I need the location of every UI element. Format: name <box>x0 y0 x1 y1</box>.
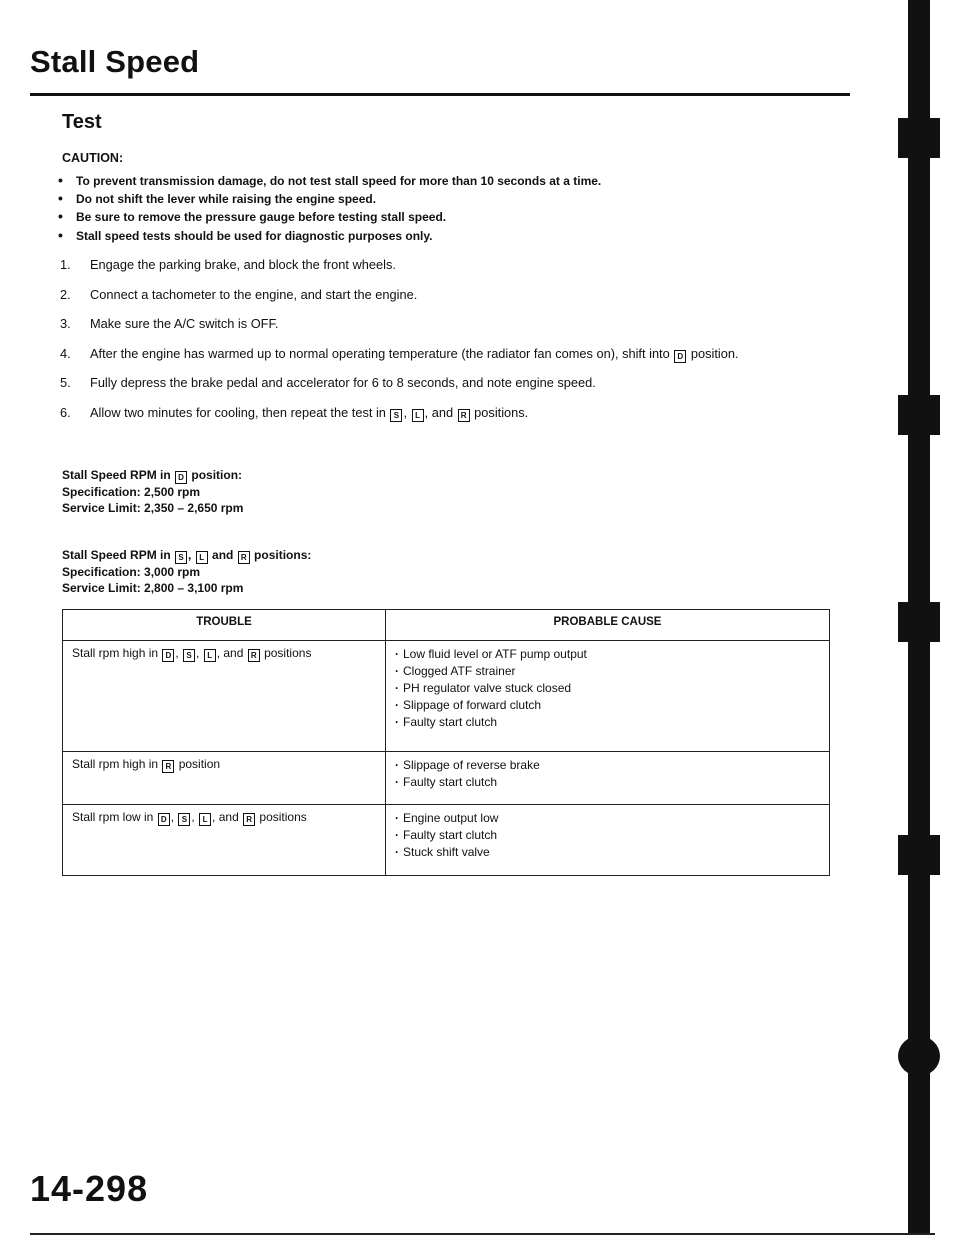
step-number: 6. <box>60 404 71 420</box>
gear-position-key: L <box>196 551 208 564</box>
spec-specification: Specification: 3,000 rpm <box>62 565 201 579</box>
table-row <box>63 805 830 876</box>
cause-item: · Slippage of reverse brake <box>395 757 820 774</box>
spec-title-text: positions: <box>250 548 312 562</box>
step-text: After the engine has warmed up to normal operating temperature (the radiator fan comes on), shift into <box>90 345 674 361</box>
spec-title-text: position: <box>188 468 243 482</box>
trouble-cell <box>63 805 386 876</box>
trouble-text: Stall rpm high in <box>72 757 162 771</box>
step-text: Allow two minutes for cooling, then repeat the test in <box>90 404 390 420</box>
edge-tab-marker <box>898 395 940 435</box>
edge-tab-marker <box>898 118 940 158</box>
gear-position-key: S <box>390 409 402 422</box>
caution-item: • Do not shift the lever while raising the engine speed. <box>58 189 601 207</box>
separator-text: and <box>208 548 237 562</box>
trouble-text: position <box>175 757 221 771</box>
step-3 <box>60 315 739 345</box>
edge-tab-marker <box>898 835 940 875</box>
cause-cell <box>386 641 830 752</box>
step-number: 1. <box>60 257 71 272</box>
cause-item: · Faulty start clutch <box>395 774 820 791</box>
separator-text: , and <box>212 810 243 824</box>
separator-text: , <box>196 646 203 660</box>
step-text: Engage the parking brake, and block the front wheels. <box>90 257 396 272</box>
step-5 <box>60 374 739 404</box>
gear-position-key: S <box>178 813 190 826</box>
edge-tab-marker <box>898 1036 940 1076</box>
gear-position-key: D <box>674 350 686 363</box>
gear-position-key: R <box>243 813 255 826</box>
spec-block-slr <box>62 547 311 597</box>
table-header-row <box>63 610 830 641</box>
cause-item: · Clogged ATF strainer <box>395 663 820 680</box>
cause-item: · Low fluid level or ATF pump output <box>395 646 820 663</box>
column-header-probable-cause: PROBABLE CAUSE <box>386 610 830 641</box>
step-text: Make sure the A/C switch is OFF. <box>90 316 279 332</box>
gear-position-key: D <box>162 649 174 662</box>
gear-position-key: L <box>199 813 211 826</box>
separator-text: , <box>170 810 178 824</box>
gear-position-key: R <box>458 409 470 422</box>
trouble-cell <box>63 641 386 752</box>
spec-title-text: Stall Speed RPM in <box>62 468 175 482</box>
caution-item: • Be sure to remove the pressure gauge before testing stall speed. <box>58 207 601 225</box>
page-title: Stall Speed <box>30 44 200 79</box>
separator-text: , <box>188 548 195 562</box>
separator-text: , <box>403 404 411 420</box>
step-text: Fully depress the brake pedal and accelerator for 6 to 8 seconds, and note engine speed. <box>90 375 596 391</box>
cause-cell <box>386 805 830 876</box>
page-number: 14-298 <box>30 1168 149 1209</box>
spec-service-limit: Service Limit: 2,350 – 2,650 rpm <box>62 501 244 516</box>
trouble-text: Stall rpm low in <box>72 810 157 824</box>
spec-service-limit: Service Limit: 2,800 – 3,100 rpm <box>62 581 244 596</box>
separator-text: , <box>191 810 199 824</box>
step-text: Connect a tachometer to the engine, and start the engine. <box>90 286 418 302</box>
step-text: positions. <box>470 404 529 420</box>
cause-list <box>395 810 820 861</box>
cause-item: · Stuck shift valve <box>395 844 820 861</box>
spec-title <box>62 467 243 484</box>
gear-position-key: D <box>158 813 170 826</box>
caution-item: • To prevent transmission damage, do not test stall speed for more than 10 seconds at a time. <box>58 171 601 189</box>
step-1 <box>60 256 739 286</box>
step-number: 3. <box>60 316 71 332</box>
caution-list <box>58 171 601 244</box>
spec-title <box>62 547 311 564</box>
cause-item: · Faulty start clutch <box>395 827 820 844</box>
gear-position-key: L <box>204 649 216 662</box>
caution-item: • Stall speed tests should be used for diagnostic purposes only. <box>58 226 601 244</box>
gear-position-key: R <box>162 760 174 773</box>
separator-text: , and <box>424 404 457 420</box>
step-4 <box>60 345 739 375</box>
step-number: 2. <box>60 286 71 302</box>
trouble-text: Stall rpm high in <box>72 646 162 660</box>
separator-text: , <box>175 646 183 660</box>
cause-item: · PH regulator valve stuck closed <box>395 680 820 697</box>
caution-label: CAUTION: <box>62 151 124 165</box>
edge-tab-marker <box>898 602 940 642</box>
trouble-cell <box>63 752 386 805</box>
step-number: 5. <box>60 375 71 391</box>
gear-position-key: S <box>183 649 195 662</box>
step-2 <box>60 286 739 316</box>
table-row <box>63 641 830 752</box>
procedure-steps <box>60 256 739 434</box>
gear-position-key: D <box>175 471 187 484</box>
title-divider <box>30 93 850 96</box>
cause-item: · Slippage of forward clutch <box>395 697 820 714</box>
cause-list <box>395 757 820 791</box>
section-title: Test <box>62 111 102 133</box>
cause-list <box>395 646 820 731</box>
table-row <box>63 752 830 805</box>
separator-text: , and <box>216 646 247 660</box>
trouble-text: positions <box>260 646 312 660</box>
troubleshooting-table <box>62 609 830 876</box>
spec-title-text: Stall Speed RPM in <box>62 548 175 562</box>
trouble-text: positions <box>256 810 307 824</box>
cause-cell <box>386 752 830 805</box>
step-text: position. <box>687 345 739 361</box>
bottom-divider <box>30 1233 935 1235</box>
step-number: 4. <box>60 345 71 361</box>
gear-position-key: L <box>412 409 424 422</box>
spec-block-d <box>62 467 243 517</box>
gear-position-key: R <box>238 551 250 564</box>
column-header-trouble: TROUBLE <box>63 610 386 641</box>
spec-specification: Specification: 2,500 rpm <box>62 485 201 499</box>
cause-item: · Faulty start clutch <box>395 714 820 731</box>
gear-position-key: S <box>175 551 187 564</box>
cause-item: · Engine output low <box>395 810 820 827</box>
gear-position-key: R <box>248 649 260 662</box>
step-6 <box>60 404 739 434</box>
